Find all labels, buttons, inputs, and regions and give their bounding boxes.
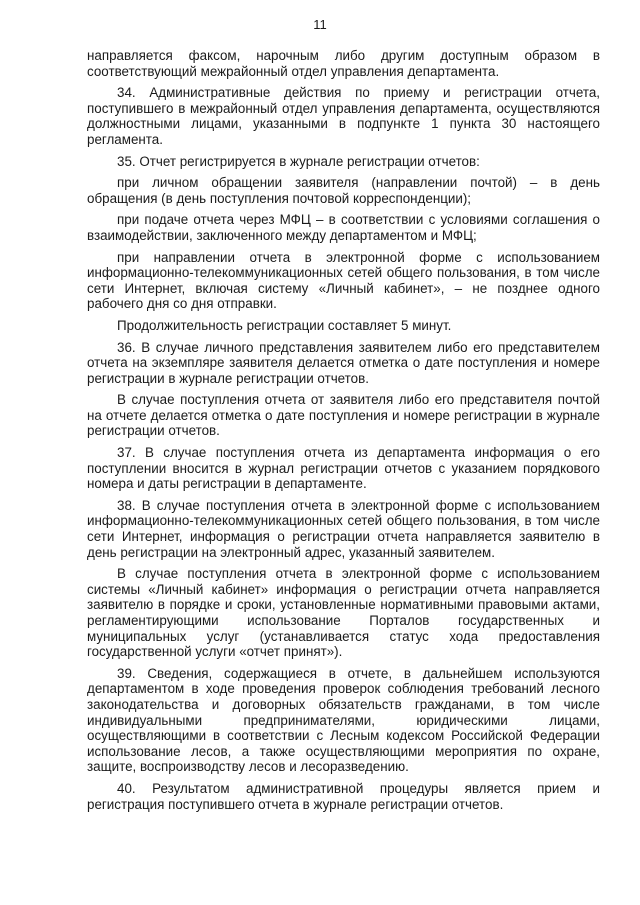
paragraph-35: 35. Отчет регистрируется в журнале регистрации отчетов:	[117, 153, 480, 169]
paragraph-39: 39. Сведения, содержащиеся в отчете, в дальнейшем используются департаментом в ходе проведения проверок соблюдения требований лесного законодательства и договорных обязательств гражданами, в том числе индивидуальными предпринимателями, юридическими лицами, осуществляющими в соответствии с Лесным кодексом Российской Федерации использование лесов, а также осуществляющими мероприятия по охране, защите, воспроизводству лесов и лесоразведению.	[87, 665, 600, 775]
paragraph-38: 38. В случае поступления отчета в электронной форме с использованием информационно-телекоммуникационных сетей общего пользования, в том числе сети Интернет, информация о регистрации отчета направляется заявителю в день регистрации на электронный адрес, указанный заявителем.	[87, 497, 600, 560]
paragraph-38-cabinet: В случае поступления отчета в электронной форме с использованием системы «Личный кабинет» информация о регистрации отчета направляется заявителю в порядке и сроки, установленные нормативными правовыми актами, регламентирующими использование Порталов государственных и муниципальных услуг (устанавливается статус хода предоставления государственной услуги «отчет принят»).	[87, 566, 600, 660]
document-body	[87, 48, 600, 818]
paragraph-36: 36. В случае личного представления заявителем либо его представителем отчета на экземпляре заявителя делается отметка о дате поступления и номере регистрации в журнале регистрации отчетов.	[87, 339, 600, 386]
paragraph-continuation: направляется факсом, нарочным либо другим доступным образом в соответствующий межрайонный отдел управления департамента.	[87, 48, 600, 79]
paragraph-35-duration: Продолжительность регистрации составляет 5 минут.	[117, 317, 452, 333]
paragraph-35-electronic: при направлении отчета в электронной форме с использованием информационно-телекоммуникационных сетей общего пользования, в том числе сети Интернет, включая систему «Личный кабинет», – не позднее одного рабочего дня со дня отправки.	[87, 249, 600, 312]
paragraph-35-mfc: при подаче отчета через МФЦ – в соответствии с условиями соглашения о взаимодействии, заключенного между департаментом и МФЦ;	[87, 212, 600, 243]
paragraph-40: 40. Результатом административной процедуры является прием и регистрация поступившего отчета в журнале регистрации отчетов.	[87, 780, 600, 812]
paragraph-37: 37. В случае поступления отчета из департамента информация о его поступлении вносится в журнал регистрации отчетов с указанием порядкового номера и даты регистрации в департаменте.	[87, 445, 600, 492]
paragraph-34: 34. Административные действия по приему и регистрации отчета, поступившего в межрайонный отдел управления департамента, осуществляются должностными лицами, указанными в подпункте 1 пункта 30 настоящего регламента.	[87, 85, 600, 147]
paragraph-35-personal: при личном обращении заявителя (направлении почтой) – в день обращения (в день поступления почтовой корреспонденции);	[87, 175, 600, 206]
paragraph-36-mail: В случае поступления отчета от заявителя либо его представителя почтой на отчете делается отметка о дате поступления и номере регистрации в журнале регистрации отчетов.	[87, 392, 600, 439]
page-number: 11	[313, 17, 327, 32]
